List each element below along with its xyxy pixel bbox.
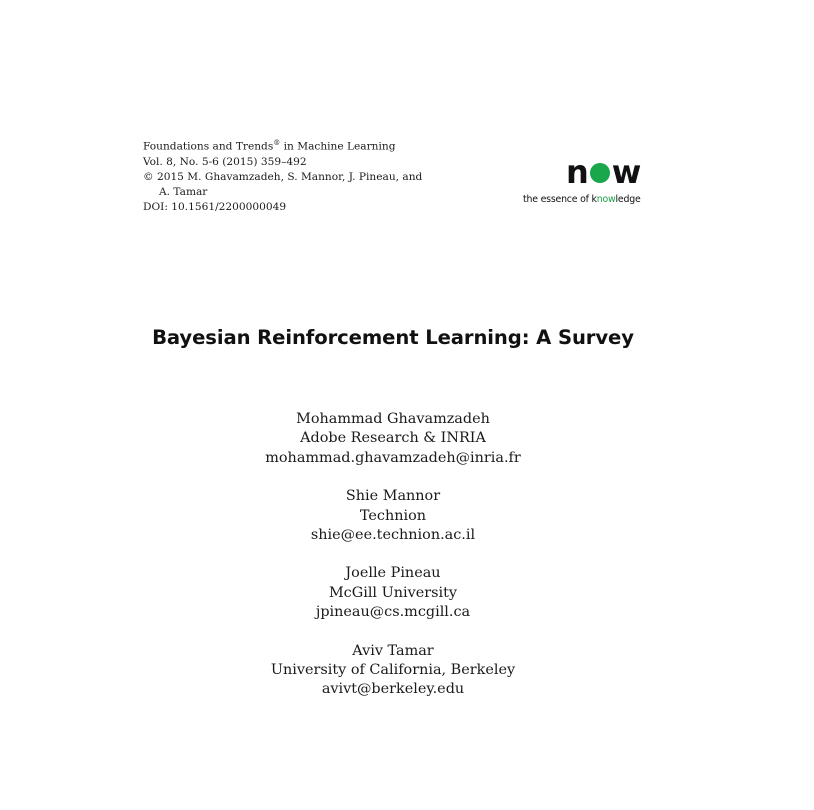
logo-letter-w: w [611, 153, 641, 191]
logo-tagline [523, 194, 641, 205]
author-name: Aviv Tamar [352, 642, 434, 659]
journal-line [143, 136, 422, 155]
citation-block [143, 136, 422, 216]
author-name: Shie Mannor [345, 488, 441, 505]
author-email: jpineau@cs.mcgill.ca [315, 604, 471, 621]
author-name: Joelle Pineau [345, 565, 441, 582]
registered-mark: ® [273, 139, 281, 147]
journal-name-prefix: Foundations and Trends [143, 140, 274, 153]
author-affiliation: Technion [359, 507, 427, 524]
tagline-highlight: now [596, 194, 616, 205]
author-name: Mohammad Ghavamzadeh [296, 411, 490, 427]
author-block [0, 564, 786, 622]
paper-title: Bayesian Reinforcement Learning: A Survey [152, 326, 634, 349]
author-affiliation: University of California, Berkeley [270, 662, 516, 679]
author-block [0, 487, 786, 545]
journal-name-suffix: in Machine Learning [280, 140, 396, 153]
author-list [0, 410, 786, 719]
publisher-logo [510, 153, 658, 209]
author-email: mohammad.ghavamzadeh@inria.fr [265, 449, 521, 466]
author-block [0, 410, 786, 468]
logo-o-circle-icon [590, 163, 610, 183]
author-email: shie@ee.technion.ac.il [310, 527, 476, 544]
copyright-line-continued: A. Tamar [159, 186, 208, 199]
copyright-line: © 2015 M. Ghavamzadeh, S. Mannor, J. Pineau, and [143, 170, 423, 183]
author-email: avivt@berkeley.edu [321, 681, 465, 698]
tagline-start: the essence of k [523, 194, 597, 205]
tagline-end: ledge [615, 194, 641, 205]
logo-letter-n: n [566, 153, 588, 191]
author-affiliation: Adobe Research & INRIA [300, 430, 486, 447]
logo-wordmark [566, 153, 641, 191]
doi-line: DOI: 10.1561/2200000049 [143, 201, 287, 214]
author-block [0, 642, 786, 700]
author-affiliation: McGill University [328, 584, 458, 601]
volume-line: Vol. 8, No. 5-6 (2015) 359–492 [143, 155, 307, 168]
